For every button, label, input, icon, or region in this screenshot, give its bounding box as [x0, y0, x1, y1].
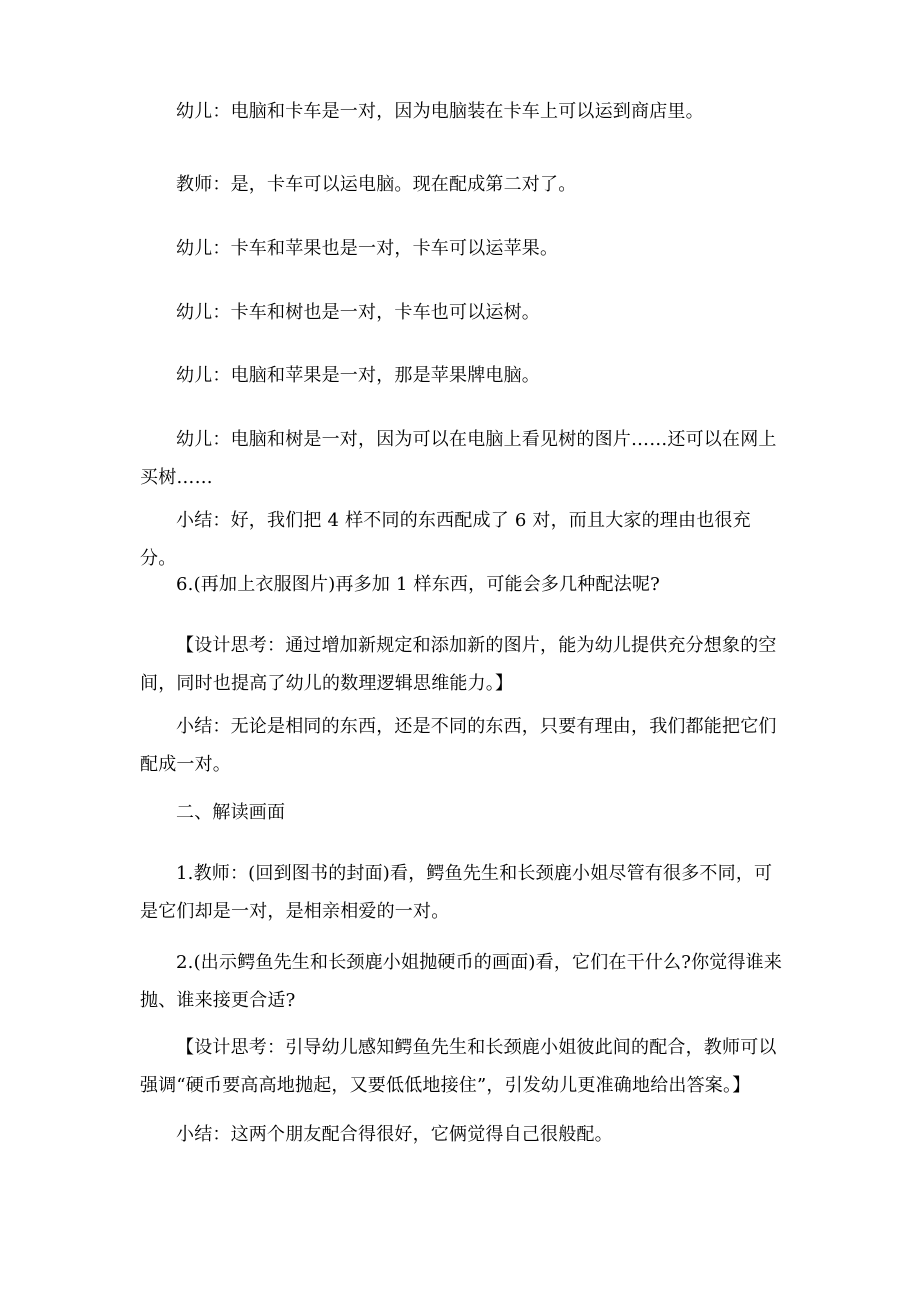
paragraph-dialogue-2: 教师：是，卡车可以运电脑。现在配成第二对了。: [176, 174, 577, 195]
paragraph-summary-3: 小结：这两个朋友配合得很好，它俩觉得自己很般配。: [176, 1124, 613, 1145]
paragraph-step-6: 6.(再加上衣服图片)再多加 1 样东西，可能会多几种配法呢?: [176, 574, 660, 595]
paragraph-dialogue-4: 幼儿：卡车和树也是一对，卡车也可以运树。: [176, 302, 540, 323]
paragraph-design-note-1: 【设计思考：通过增加新规定和添加新的图片，能为幼儿提供充分想象的空间，同时也提高了幼儿的数理逻辑思维能力。】: [140, 635, 777, 694]
paragraph-dialogue-6: 幼儿：电脑和树是一对，因为可以在电脑上看见树的图片……还可以在网上买树……: [140, 429, 777, 488]
paragraph-summary-2: 小结：无论是相同的东西，还是不同的东西，只要有理由，我们都能把它们配成一对。: [140, 716, 777, 775]
paragraph-step-2: 2.(出示鳄鱼先生和长颈鹿小姐抛硬币的画面)看，它们在干什么?你觉得谁来抛、谁来接更合适?: [140, 952, 783, 1011]
paragraph-step-1: 1.教师：(回到图书的封面)看，鳄鱼先生和长颈鹿小姐尽管有很多不同，可是它们却是一对，是相亲相爱的一对。: [140, 863, 773, 922]
paragraph-dialogue-5: 幼儿：电脑和苹果是一对，那是苹果牌电脑。: [176, 365, 540, 386]
section-heading: 二、解读画面: [176, 802, 286, 823]
paragraph-summary-1: 小结：好，我们把 4 样不同的东西配成了 6 对，而且大家的理由也很充分。: [140, 510, 751, 569]
paragraph-dialogue-3: 幼儿：卡车和苹果也是一对，卡车可以运苹果。: [176, 238, 559, 259]
paragraph-dialogue-1: 幼儿：电脑和卡车是一对，因为电脑装在卡车上可以运到商店里。: [176, 101, 704, 122]
paragraph-design-note-2: 【设计思考：引导幼儿感知鳄鱼先生和长颈鹿小姐彼此间的配合，教师可以强调“硬币要高高地抛起，又要低低地接住”，引发幼儿更准确地给出答案。】: [140, 1037, 777, 1096]
